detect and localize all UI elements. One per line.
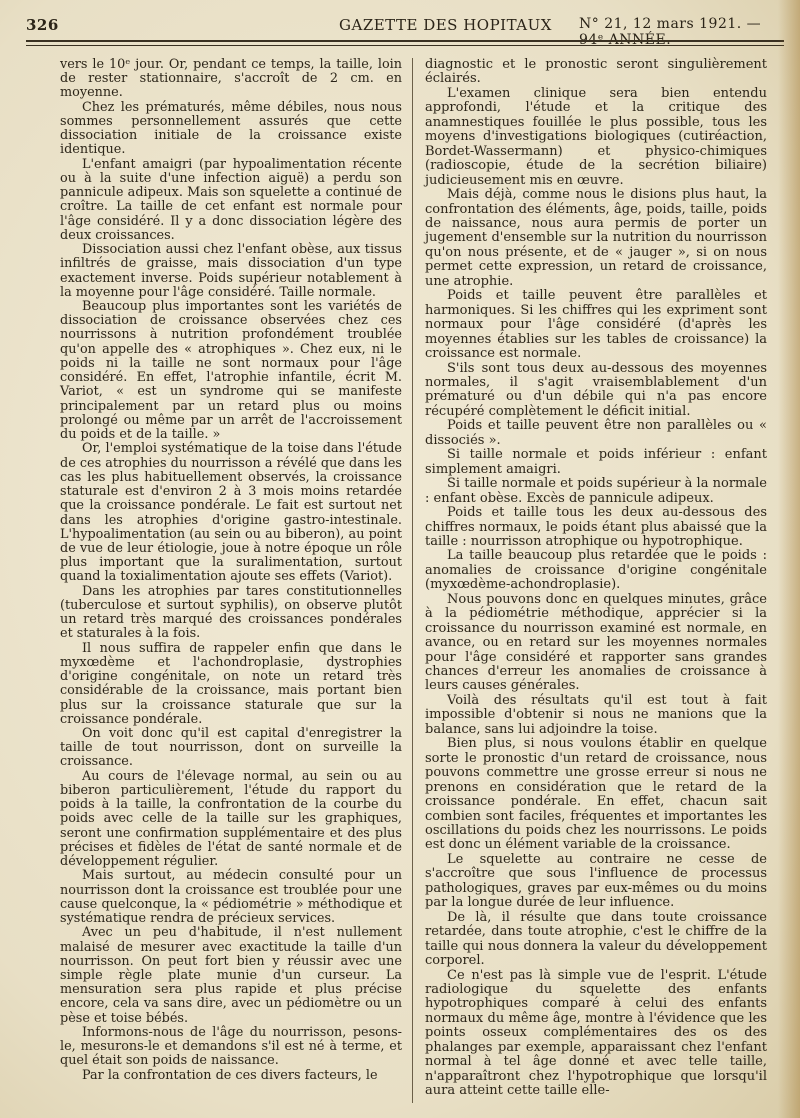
paragraph: vers le 10ᵉ jour. Or, pendant ce temps, la taille, loin de rester stationnaire, s'accroît de 2 cm. en moyenne. — [60, 57, 402, 101]
paragraph: Or, l'emploi systématique de la toise dans l'étude de ces atrophies du nourrisson a révélé que dans les cas les plus habituellement observés, la croissance staturale est d'environ 2 à 3 mois moins retardée que la croissance pondérale. Le fait est surtout net dans les atrophies d'origine gastro-intestinale. L'hypoalimentation (au sein ou au biberon), au point de vue de leur étiologie, joue à notre époque un rôle plus important que la suralimentation, surtout quand la toxialimentation ajoute ses effets (Variot). — [60, 441, 402, 585]
issue-info: N° 21, 12 mars 1921. — 94ᵉ ANNÉE. — [579, 16, 762, 48]
paragraph: Par la confrontation de ces divers facteurs, le — [82, 1067, 378, 1083]
paragraph: Dissociation aussi chez l'enfant obèse, aux tissus infiltrés de graisse, mais dissociation d'un type exactement inverse. Poids supérieur notablement à la moyenne pour l'âge considéré. Taille normale. — [60, 242, 402, 300]
paragraph: Mais surtout, au médecin consulté pour un nourrisson dont la croissance est troublée pour une cause quelconque, la « pédiométrie » méthodique et systématique rendra de précieux services. — [60, 868, 402, 927]
paragraph: L'examen clinique sera bien entendu approfondi, l'étude et la critique des anamnestiques fouillée le plus possible, tous les moyens d'investigations biologiques (cutiréaction, Bordet-Wassermann) et physico-chimiques (radioscopie, étude de la secrétion biliaire) judicieusement mis en œuvre. — [425, 85, 767, 188]
paragraph: Ce n'est pas là simple vue de l'esprit. L'étude radiologique du squelette des enfants hypotrophiques comparé à celui des enfants normaux du même âge, montre à l'évidence que les points osseux complémentaires des os des phalanges par exemple, apparaissant chez l'enfant normal à tel âge donné et avec telle taille, n'apparaîtront chez l'hypotrophique que lorsqu'il aura atteint cette taille elle- — [425, 967, 767, 1099]
paragraph: Il nous suffira de rappeler enfin que dans le myxœdème et l'achondroplasie, dystrophies d'origine congénitale, on note un retard très considérable de la croissance, mais portant bien plus sur la croissance staturale que sur la croissance pondérale. — [60, 640, 402, 727]
paragraph: Voilà des résultats qu'il est tout à fait impossible d'obtenir si nous ne manions que la balance, sans lui adjoindre la toise. — [425, 692, 767, 737]
paragraph: La taille beaucoup plus retardée que le poids : anomalies de croissance d'origine congénitale (myxœdème-achondroplasie). — [425, 548, 767, 593]
header-rule-thin — [26, 45, 784, 46]
paragraph: Si taille normale et poids inférieur : enfant simplement amaigri. — [425, 447, 767, 477]
paragraph: Si taille normale et poids supérieur à la normale : enfant obèse. Excès de pannicule adipeux. — [425, 476, 767, 506]
paragraph: Avec un peu d'habitude, il n'est nullement malaisé de mesurer avec exactitude la taille d'un nourrisson. On peut fort bien y réussir avec une simple règle plate munie d'un curseur. La mensuration sera plus rapide et plus précise encore, cela va sans dire, avec un pédiomètre ou un pèse et toise bébés. — [60, 925, 402, 1026]
paragraph: Dans les atrophies par tares constitutionnelles (tuberculose et surtout syphilis), on observe plutôt un retard très marqué des croissances pondérales et staturales à la fois. — [60, 583, 402, 642]
left-column — [60, 58, 402, 1083]
column-divider — [412, 58, 413, 1103]
paragraph: De là, il résulte que dans toute croissance retardée, dans toute atrophie, c'est le chiffre de la taille qui nous donnera la valeur du développement corporel. — [425, 909, 767, 969]
paragraph: Chez les prématurés, même débiles, nous nous sommes personnellement assurés que cette dissociation initiale de la croissance existe identique. — [60, 99, 402, 158]
paragraph: Poids et taille peuvent être parallèles et harmoniques. Si les chiffres qui les expriment sont normaux pour l'âge considéré (d'après les moyennes établies sur les tables de croissance) la croissance est normale. — [425, 288, 767, 362]
paragraph: Nous pouvons donc en quelques minutes, grâce à la pédiométrie méthodique, apprécier si la croissance du nourrisson examiné est normale, en avance, ou en retard sur les moyennes normales pour l'âge considéré et rapporter sans grandes chances d'erreur les anomalies de croissance à leurs causes générales. — [425, 591, 767, 694]
header-rule-thick — [26, 40, 784, 42]
paragraph: Bien plus, si nous voulons établir en quelque sorte le pronostic d'un retard de croissance, nous pouvons commettre une grosse erreur si nous ne prenons en considération que le retard de la croissance pondérale. En effet, chacun sait combien sont faciles, fréquentes et importantes les oscillations du poids chez les nourrissons. Le poids est donc un élément variable de la croissance. — [425, 736, 767, 853]
paragraph: Beaucoup plus importantes sont les variétés de dissociation de croissance observées chez ces nourrissons à nutrition profondément troublée qu'on appelle des « atrophiques ». Chez eux, ni le poids ni la taille ne sont normaux pour l'âge considéré. En effet, l'atrophie infantile, écrit M. Variot, « est un syndrome qui se manifeste principalement par un retard plus ou moins prolongé ou même par un arrêt de l'accroissement du poids et de la taille. » — [60, 298, 402, 443]
paragraph: Le squelette au contraire ne cesse de s'accroître que sous l'influence de processus pathologiques, graves par eux-mêmes ou du moins par la longue durée de leur influence. — [425, 851, 767, 911]
paragraph: diagnostic et le pronostic seront singulièrement éclairés. — [425, 57, 767, 87]
paragraph: Poids et taille tous les deux au-dessous des chiffres normaux, le poids étant plus abaissé que la taille : nourrisson atrophique ou hypotrophique. — [425, 505, 767, 549]
page-edge-shadow — [778, 0, 800, 1118]
paragraph: Informons-nous de l'âge du nourrisson, pesons-le, mesurons-le et demandons s'il est né à terme, et quel était son poids de naissance. — [60, 1024, 402, 1069]
paragraph: L'enfant amaigri (par hypoalimentation récente ou à la suite d'une infection aiguë) a perdu son pannicule adipeux. Mais son squelette a continué de croître. La taille de cet enfant est normale pour l'âge considéré. Il y a donc dissociation légère des deux croissances. — [60, 156, 402, 243]
paragraph: On voit donc qu'il est capital d'enregistrer la taille de tout nourrisson, dont on surveille la croissance. — [60, 726, 402, 770]
paragraph: Poids et taille peuvent être non parallèles ou « dissociés ». — [425, 418, 767, 448]
page-number: 326 — [26, 16, 59, 34]
journal-title: GAZETTE DES HOPITAUX — [339, 16, 552, 34]
right-column — [425, 58, 767, 1099]
paragraph: Mais déjà, comme nous le disions plus haut, la confrontation des éléments, âge, poids, taille, poids de naissance, nous aura permis de porter un jugement d'ensemble sur la nutrition du nourrisson qu'on nous présente, et de « jauger », si on nous permet cette expression, un retard de croissance, une atrophie. — [425, 187, 767, 289]
page-header — [26, 14, 784, 48]
paragraph: S'ils sont tous deux au-dessous des moyennes normales, il s'agit vraisemblablement d'un prématuré ou d'un débile qui n'a pas encore récupéré complètement le déficit initial. — [425, 360, 767, 419]
paragraph: Au cours de l'élevage normal, au sein ou au biberon particulièrement, l'étude du rapport du poids à la taille, la confrontation de la courbe du poids avec celle de la taille sur les graphiques, seront une confirmation supplémentaire et des plus précises et fidèles de l'état de santé normale et de développement régulier. — [60, 768, 402, 870]
